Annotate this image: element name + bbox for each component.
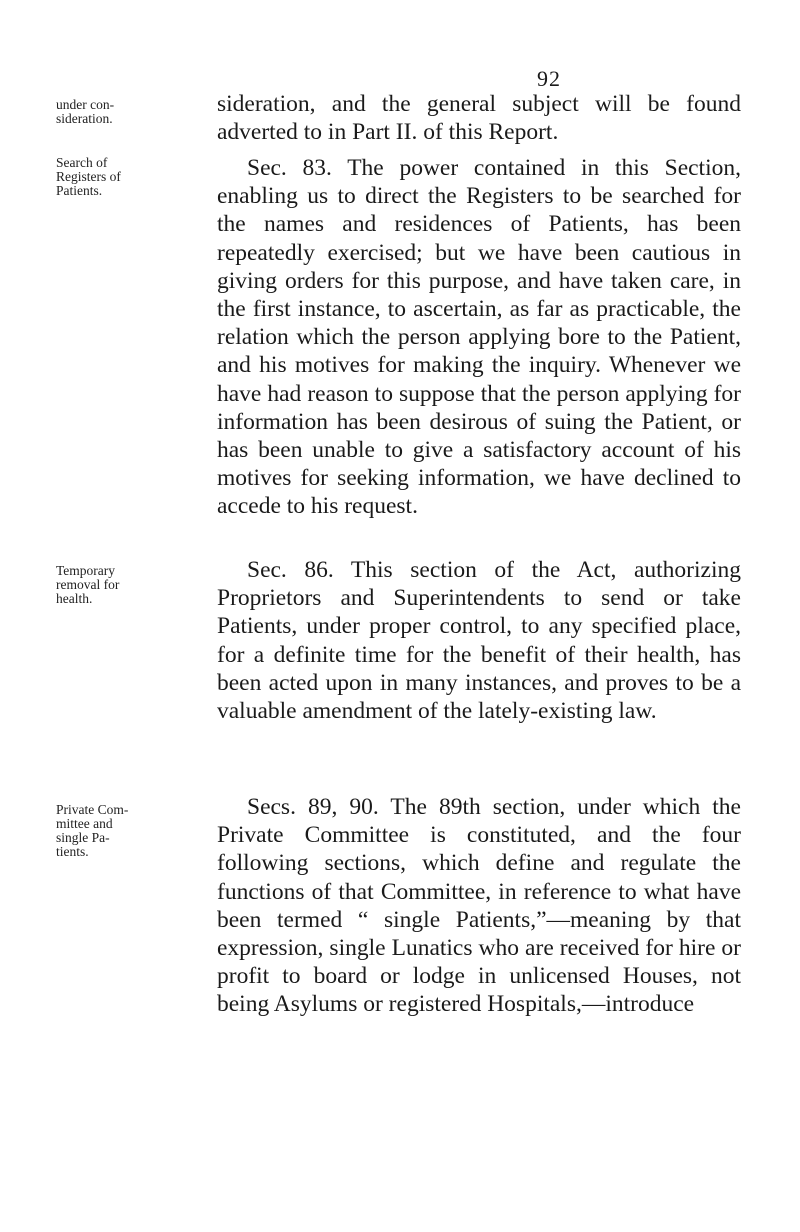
margin-note-temporary-removal: Temporary removal for health. <box>56 563 120 606</box>
paragraph-secs-89-90 <box>217 793 741 1019</box>
paragraph-consideration-continued <box>217 90 741 146</box>
paragraph-sec-86 <box>217 556 741 725</box>
page-number: 92 <box>537 66 561 91</box>
margin-note-private-committee: Private Com- mittee and single Pa- tients. <box>56 802 129 859</box>
margin-note-consideration: under con- sideration. <box>56 97 115 126</box>
margin-note-search-registers: Search of Registers of Patients. <box>56 155 121 198</box>
paragraph-sec-83 <box>217 154 741 521</box>
paragraph-text: Sec. 86. This section of the Act, authorizing Proprietors and Superintendents to send or take Patients, under proper control, to any specified place, for a definite time for the benefit of their health, has been acted upon in many instances, and proves to be a valuable amendment of the lately-existing law. <box>217 557 741 725</box>
paragraph-text: sideration, and the general subject will be found adverted to in Part II. of this Report. <box>217 91 741 146</box>
paragraph-text: Secs. 89, 90. The 89th section, under which the Private Committee is constituted, and the four following sections, which define and regulate the functions of that Committee, in reference to what have been termed “ single Patients,”—meaning by that expression, single Lunatics who are received for hire or profit to board or lodge in unlicensed Houses, not being Asylums or registered Hospitals,—introduce <box>217 794 741 1018</box>
paragraph-text: Sec. 83. The power contained in this Section, enabling us to direct the Registers to be searched for the names and residences of Patients, has been repeatedly exercised; but we have been cautious in giving orders for this purpose, and have taken care, in the first instance, to ascertain, as far as practicable, the relation which the person applying bore to the Patient, and his motives for making the inquiry. Whenever we have had reason to suppose that the person applying for information has been desirous of suing the Patient, or has been unable to give a satisfactory account of his motives for seeking information, we have declined to accede to his request. <box>217 155 741 520</box>
